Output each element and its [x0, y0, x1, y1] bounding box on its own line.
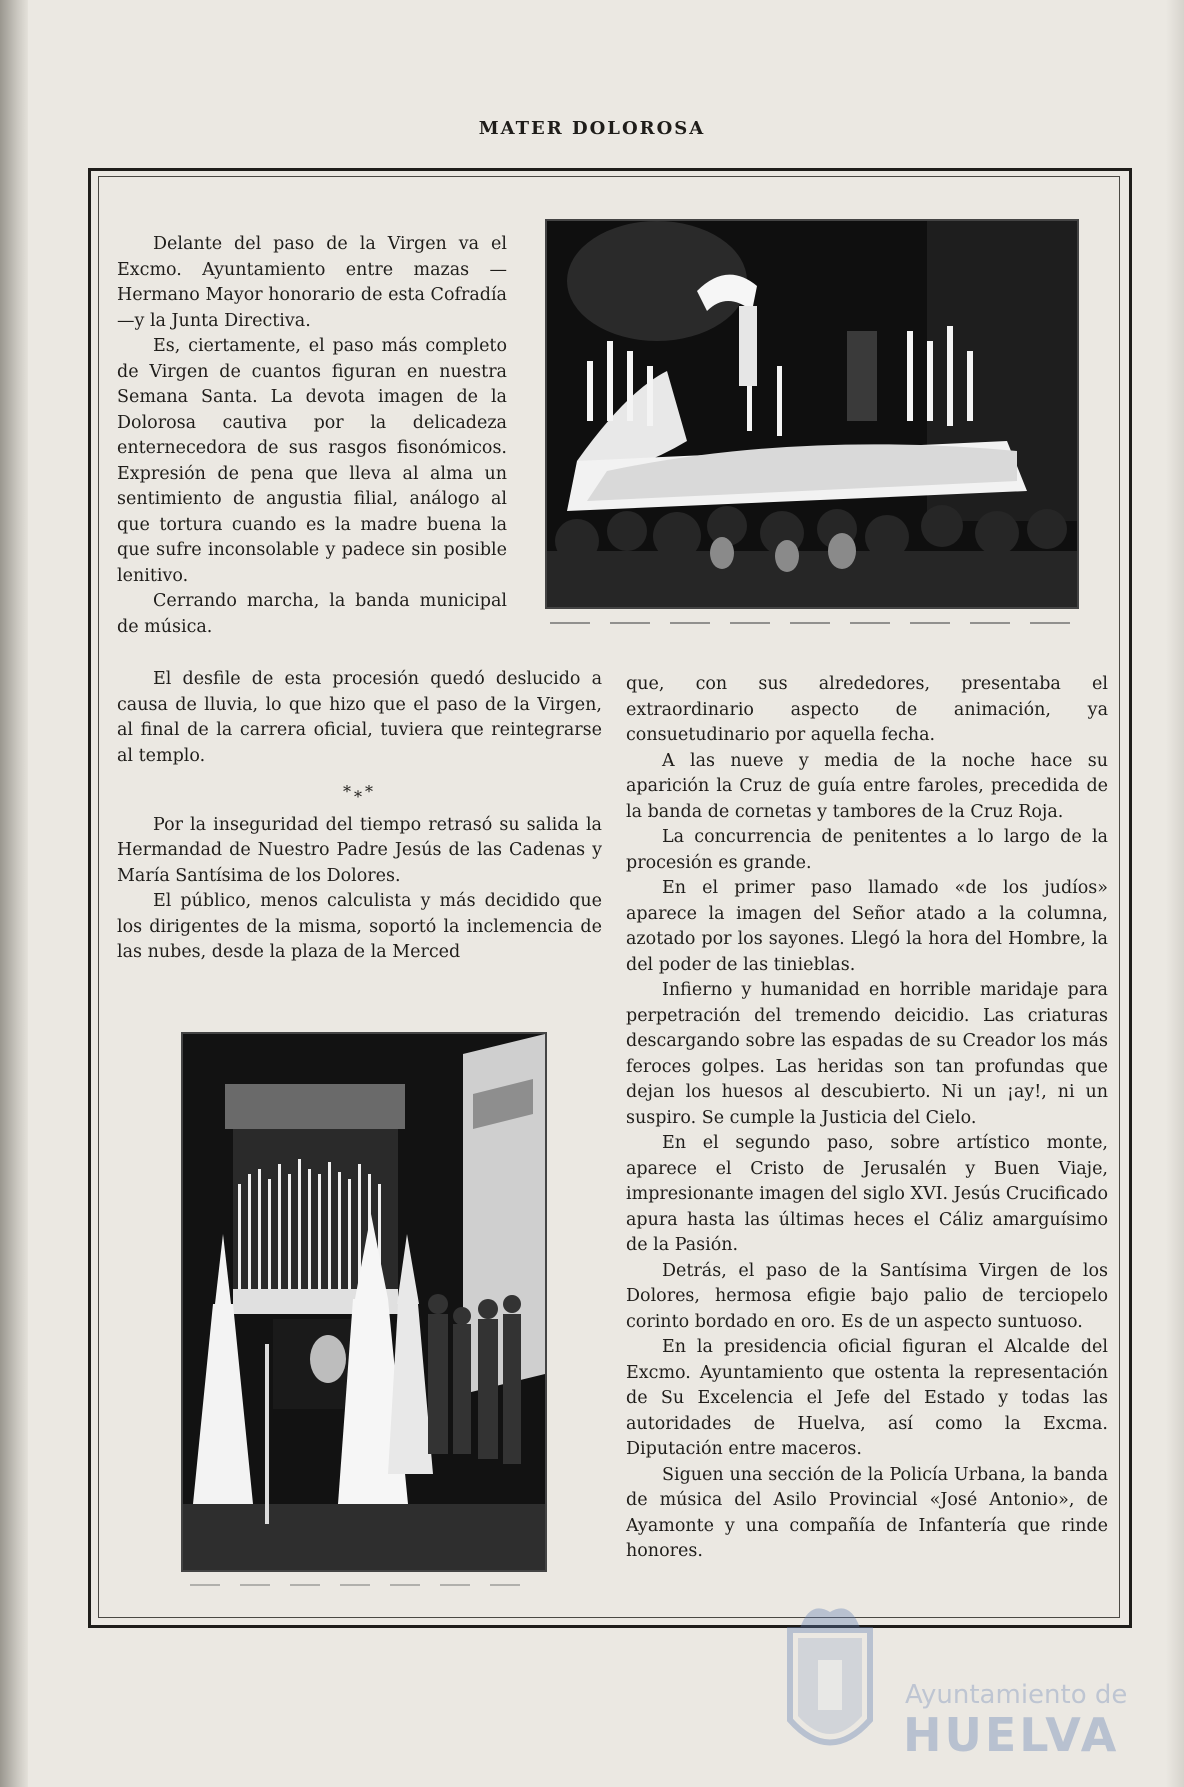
section-asterism: *⁎* — [343, 782, 376, 801]
paragraph: Por la inseguridad del tiempo retrasó su salida la Hermandad de Nuestro Padre Jesús de las Cadenas y María Santísima de los Dolores. — [117, 814, 602, 886]
paragraph: El público, menos calculista y más decidido que los dirigentes de la misma, soportó la inclemencia de las nubes, desde la plaza de la Merced — [117, 891, 602, 962]
coat-of-arms-icon — [770, 1590, 890, 1768]
paragraph: En la presidencia oficial figuran el Alcalde del Excmo. Ayuntamiento que ostenta la representación de Su Excelencia el Jefe del Estado y todas las autoridades de Huelva, así como la Excma. Diputación entre maceros. — [626, 1337, 1108, 1459]
paragraph: Delante del paso de la Virgen va el Excmo. Ayuntamiento entre mazas — Hermano Mayor honorario de esta Cofradía—y la Junta Directiva. — [117, 234, 507, 331]
ayuntamiento-watermark — [770, 1590, 1150, 1770]
page-binding-edge — [0, 0, 28, 1787]
watermark-line-2: HUELVA — [903, 1708, 1120, 1762]
paragraph: que, con sus alrededores, presentaba el extraordinario aspecto de animación, ya consuetudinario por aquella fecha. — [626, 674, 1108, 745]
paragraph: Detrás, el paso de la Santísima Virgen de los Dolores, hermosa efigie bajo palio de terciopelo corinto bordado en oro. Es de un aspecto suntuoso. — [626, 1260, 1108, 1332]
watermark-line-1: Ayuntamiento de — [905, 1680, 1128, 1710]
paragraph: La concurrencia de penitentes a lo largo de la procesión es grande. — [626, 827, 1108, 873]
photo-procession-angel-float — [545, 219, 1079, 609]
photo-top-caption-rule — [550, 622, 1080, 624]
paragraph: Cerrando marcha, la banda municipal de música. — [117, 591, 507, 637]
article-right-column — [626, 672, 1108, 1565]
paragraph: El desfile de esta procesión quedó deslucido a causa de lluvia, lo que hizo que el paso de la Virgen, al final de la carrera oficial, tuviera que reintegrarse al templo. — [117, 669, 602, 766]
article-left-column-break — [117, 667, 602, 966]
paragraph: En el primer paso llamado «de los judíos» aparece la imagen del Señor atado a la columna, azotado por los sayones. Llegó la hora del Hombre, la del poder de las tinieblas. — [626, 878, 1108, 975]
article-left-column-top — [117, 232, 507, 640]
photo-bottom-caption-rule — [190, 1584, 540, 1586]
paragraph: Es, ciertamente, el paso más completo de Virgen de cuantos figuran en nuestra Semana Santa. La devota imagen de la Dolorosa cautiva por la delicadeza enternecedora de sus rasgos fisonómicos. Expresión de pena que lleva al alma un sentimiento de angustia filial, análogo al que tortura cuando es la madre buena la que sufre inconsolable y padece sin posible lenitivo. — [117, 336, 507, 586]
running-header: MATER DOLOROSA — [478, 118, 706, 139]
paragraph: Siguen una sección de la Policía Urbana, la banda de música del Asilo Provincial «José Antonio», de Ayamonte y una compañía de Infantería que rinde honores. — [626, 1464, 1108, 1561]
paragraph: A las nueve y media de la noche hace su aparición la Cruz de guía entre faroles, precedida de la banda de cornetas y tambores de la Cruz Roja. — [626, 750, 1108, 822]
page-right-edge — [1166, 0, 1184, 1787]
paragraph: Infierno y humanidad en horrible maridaje para perpetración del tremendo deicidio. Las criaturas descargando sobre las espadas de su Creador los más feroces golpes. Las heridas son tan profundas que dejan los huesos al descubierto. Ni un ¡ay!, ni un suspiro. Se cumple la Justicia del Cielo. — [626, 980, 1108, 1128]
photo-penitents-canopy — [181, 1032, 547, 1572]
paragraph: En el segundo paso, sobre artístico monte, aparece el Cristo de Jerusalén y Buen Viaje, impresionante imagen del siglo XVI. Jesús Crucificado apura hasta las últimas heces el Cáliz amarguísimo de la Pasión. — [626, 1133, 1108, 1255]
